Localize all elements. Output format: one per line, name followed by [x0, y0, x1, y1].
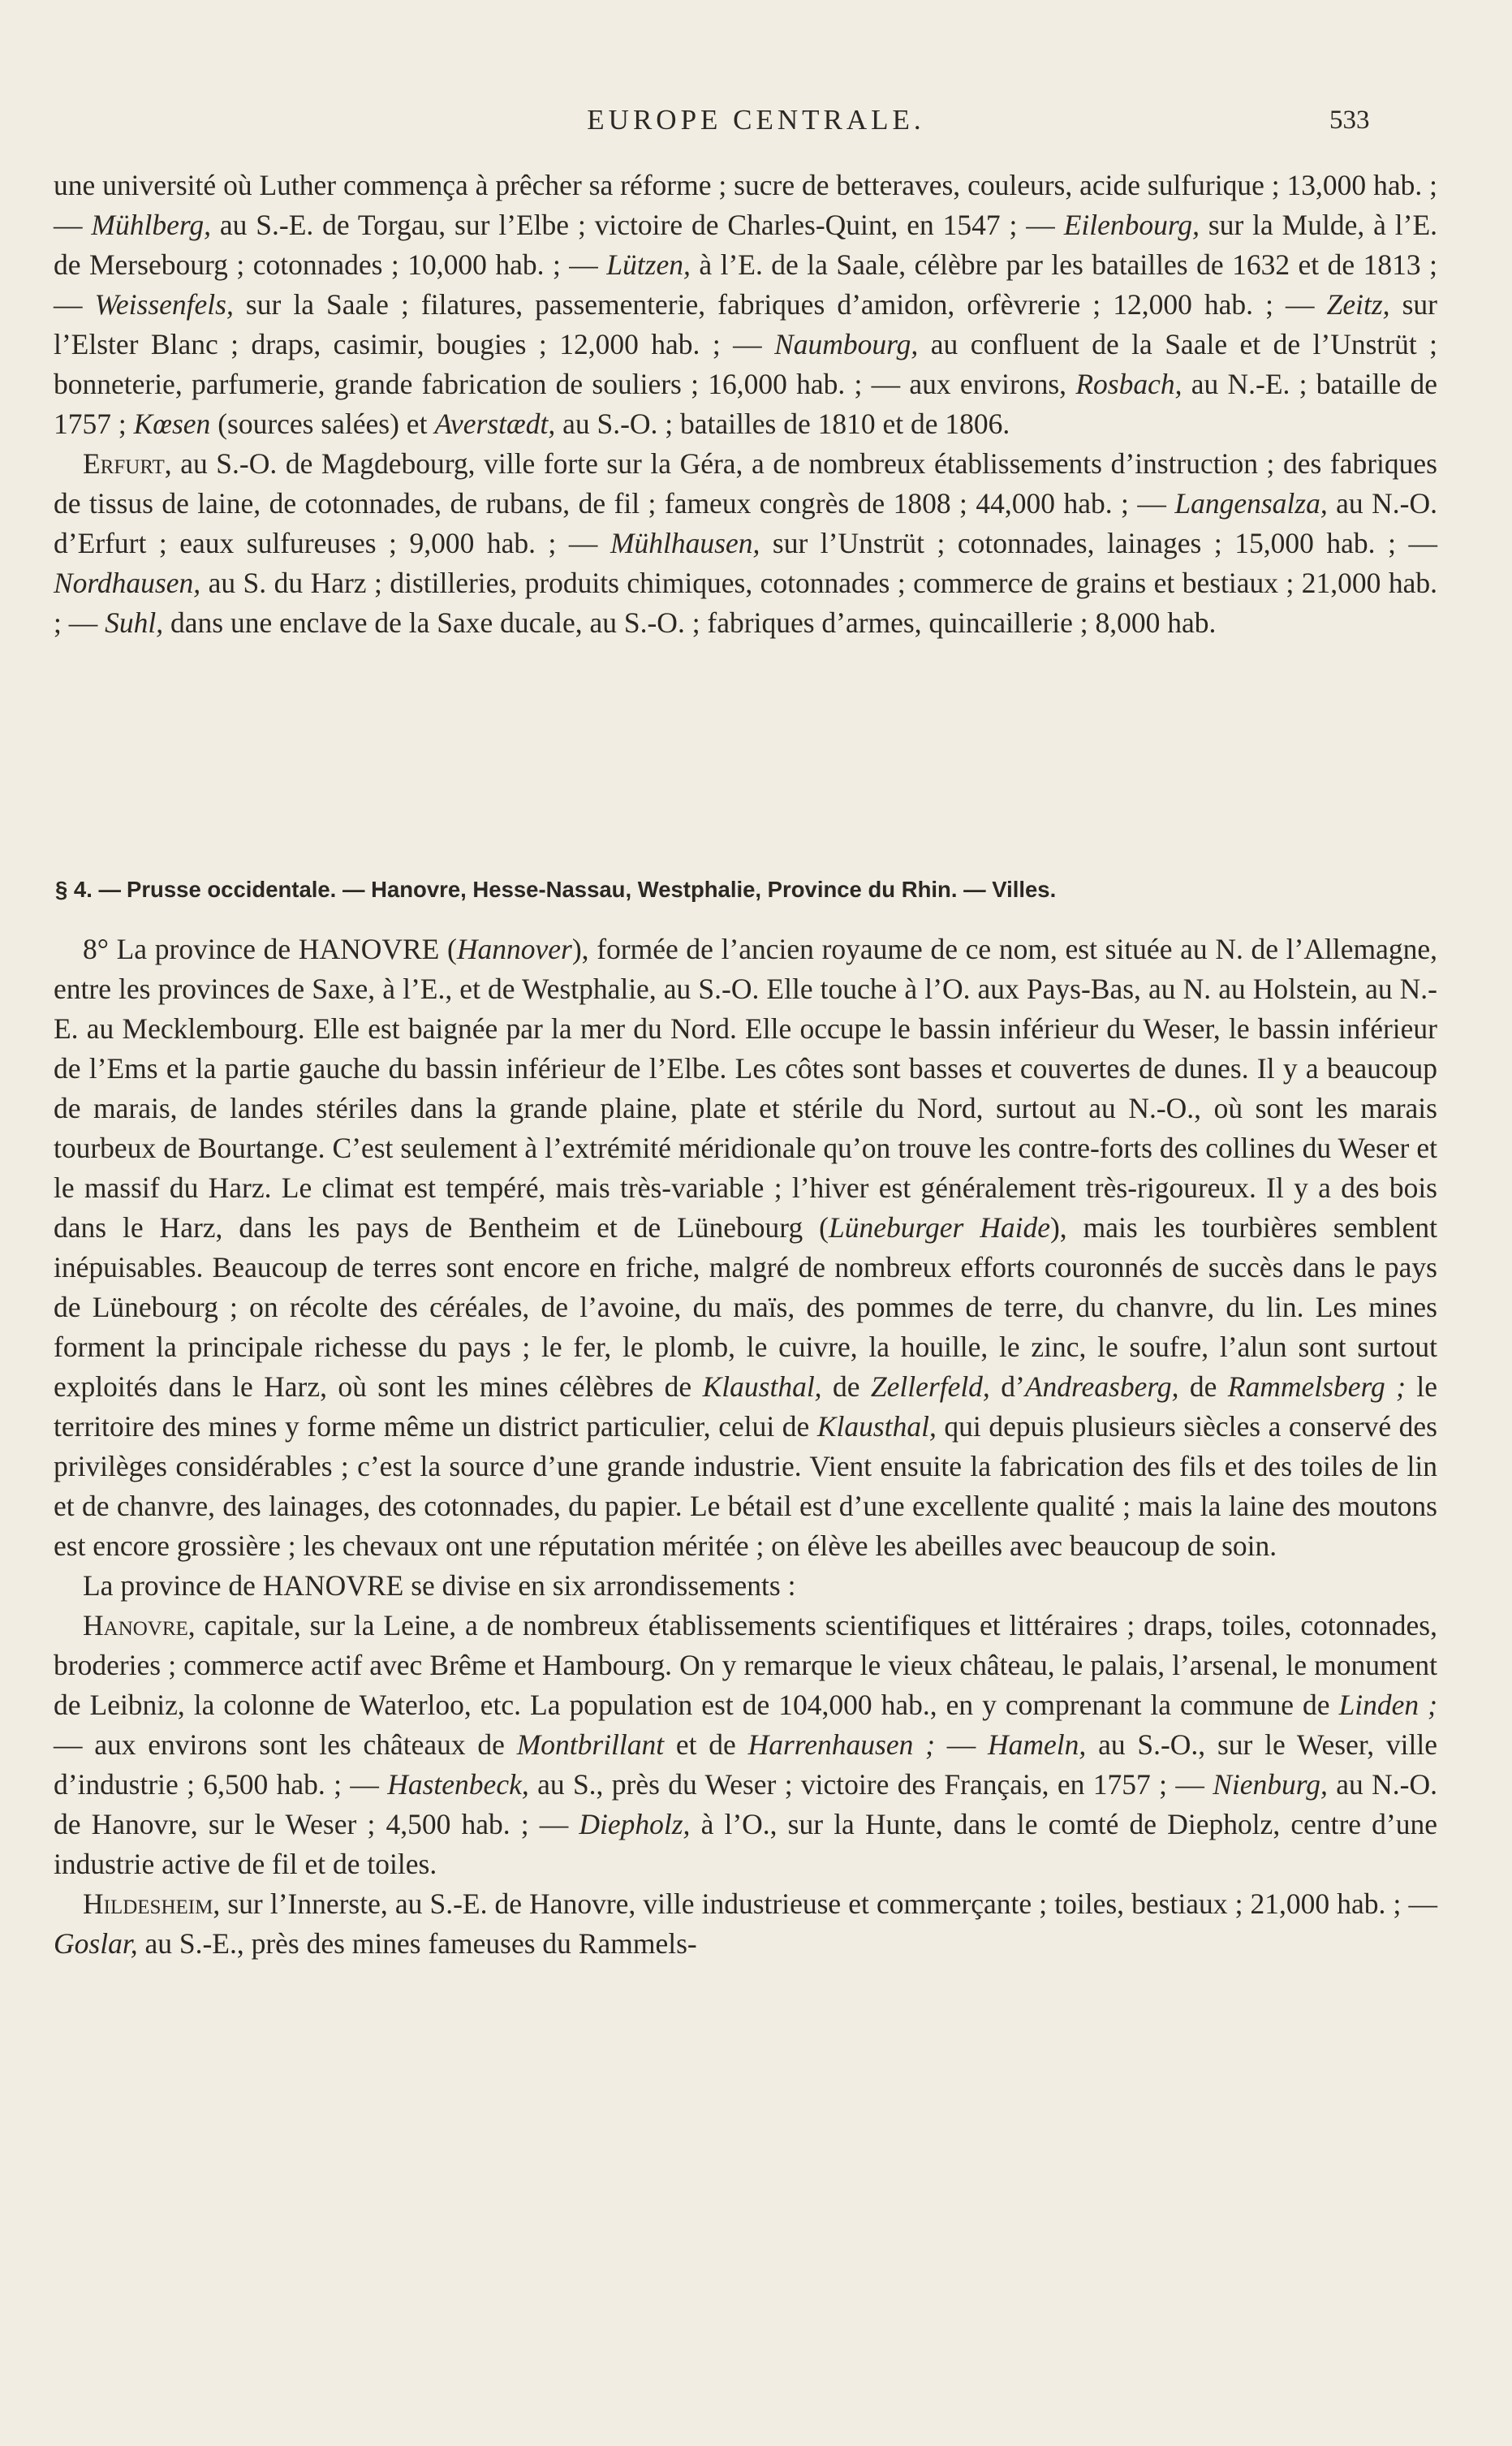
paragraph-hanover-province: 8° La province de HANOVRE (Hannover), formée de l’ancien royaume de ce nom, est située au N. de l’Allemagne, entre les provinces de Saxe, à l’E., et de Westphalie, au S.-O. Elle touche à l’O. aux Pays-Bas, au N. au Holstein, au N.-E. au Mecklembourg. Elle est baignée par la mer du Nord. Elle occupe le bassin inférieur du Weser, le bassin inférieur de l’Ems et la partie gauche du bassin inférieur de l’Elbe. Les côtes sont basses et couvertes de dunes. Il y a beaucoup de marais, de landes stériles dans la grande plaine, plate et stérile du Nord, surtout au N.-O., où sont les marais tourbeux de Bourtange. C’est seulement à l’extrémité méridionale qu’on trouve les contre-forts des collines du Weser et le massif du Harz. Le climat est tempéré, mais très-variable ; l’hiver est généralement très-rigoureux. Il y a des bois dans le Harz, dans les pays de Bentheim et de Lünebourg (Lüneburger Haide), mais les tourbières semblent inépuisables. Beaucoup de terres sont encore en friche, malgré de nombreux efforts couronnés de succès dans le pays de Lünebourg ; on récolte des céréales, de l’avoine, du maïs, des pommes de terre, du chanvre, du lin. Les mines forment la principale richesse du pays ; le fer, le plomb, le cuivre, la houille, le zinc, le soufre, l’alun sont surtout exploités dans le Harz, où sont les mines célèbres de Klausthal, de Zellerfeld, d’Andreasberg, de Rammelsberg ; le territoire des mines y forme même un district particulier, celui de Klausthal, qui depuis plusieurs siècles a conservé des privilèges considérables ; c’est la source d’une grande industrie. Vient ensuite la fabrication des fils et des toiles de lin et de chanvre, des lainages, des cotonnades, du papier. Le bétail est d’une excellente qualité ; mais la laine des moutons est encore grossière ; les chevaux ont une réputation méritée ; on élève les abeilles avec beaucoup de soin. [54, 933, 1438, 1562]
paragraph-arrondissements: La province de HANOVRE se divise en six arrondissements : [83, 1569, 796, 1602]
text-block-hanover [54, 930, 1437, 1964]
section-heading [55, 874, 1435, 906]
city-name: Erfurt, [83, 447, 172, 480]
paragraph-hanovre-city: Hanovre, capitale, sur la Leine, a de nombreux établissements scientifiques et littéraires ; draps, toiles, cotonnades, broderies ; commerce actif avec Brême et Hambourg. On y remarque le vieux château, le palais, l’arsenal, le monument de Leibniz, la colonne de Waterloo, etc. La population est de 104,000 hab., en y comprenant la commune de Linden ; — aux environs sont les châteaux de Montbrillant et de Harrenhausen ; — Hameln, au S.-O., sur le Weser, ville d’industrie ; 6,500 hab. ; — Hastenbeck, au S., près du Weser ; victoire des Français, en 1757 ; — Nienburg, au N.-O. de Hanovre, sur le Weser ; 4,500 hab. ; — Diepholz, à l’O., sur la Hunte, dans le comté de Diepholz, centre d’une industrie active de fil et de toiles. [54, 1609, 1438, 1880]
running-title: EUROPE CENTRALE. [587, 104, 925, 136]
city-name: Hanovre, [83, 1609, 196, 1641]
paragraph-hildesheim: Hildesheim, sur l’Innerste, au S.-E. de Hanovre, ville industrieuse et commerçante ; toiles, bestiaux ; 21,000 hab. ; — Goslar, au S.-E., près des mines fameuses du Rammels- [54, 1887, 1437, 1960]
page-header [0, 0, 1512, 162]
section-title: Prusse occidentale. — Hanovre, Hesse-Nassau, Westphalie, Province du Rhin. — Villes. [127, 877, 1057, 902]
text-block-saxony [54, 166, 1437, 643]
paragraph-saxony-continued: une université où Luther commença à prêcher sa réforme ; sucre de betteraves, couleurs, acide sulfurique ; 13,000 hab. ; — Mühlberg, au S.-E. de Torgau, sur l’Elbe ; victoire de Charles-Quint, en 1547 ; — Eilenbourg, sur la Mulde, à l’E. de Mersebourg ; cotonnades ; 10,000 hab. ; — Lützen, à l’E. de la Saale, célèbre par les batailles de 1632 et de 1813 ; — Weissenfels, sur la Saale ; filatures, passementerie, fabriques d’amidon, orfèvrerie ; 12,000 hab. ; — Zeitz, sur l’Elster Blanc ; draps, casimir, bougies ; 12,000 hab. ; — Naumbourg, au confluent de la Saale et de l’Unstrüt ; bonneterie, parfumerie, grande fabrication de souliers ; 16,000 hab. ; — aux environs, Rosbach, au N.-E. ; bataille de 1757 ; Kœsen (sources salées) et Averstædt, au S.-O. ; batailles de 1810 et de 1806. [54, 169, 1438, 440]
section-number: § 4. — [55, 877, 122, 902]
page-number: 533 [1329, 106, 1370, 135]
city-name: Hildesheim, [83, 1887, 221, 1920]
paragraph-erfurt: Erfurt, au S.-O. de Magdebourg, ville forte sur la Géra, a de nombreux établissements d’instruction ; des fabriques de tissus de laine, de cotonnades, de rubans, de fil ; fameux congrès de 1808 ; 44,000 hab. ; — Langensalza, au N.-O. d’Erfurt ; eaux sulfureuses ; 9,000 hab. ; — Mühlhausen, sur l’Unstrüt ; cotonnades, lainages ; 15,000 hab. ; — Nordhausen, au S. du Harz ; distilleries, produits chimiques, cotonnades ; commerce de grains et bestiaux ; 21,000 hab. ; — Suhl, dans une enclave de la Saxe ducale, au S.-O. ; fabriques d’armes, quincaillerie ; 8,000 hab. [54, 447, 1437, 639]
